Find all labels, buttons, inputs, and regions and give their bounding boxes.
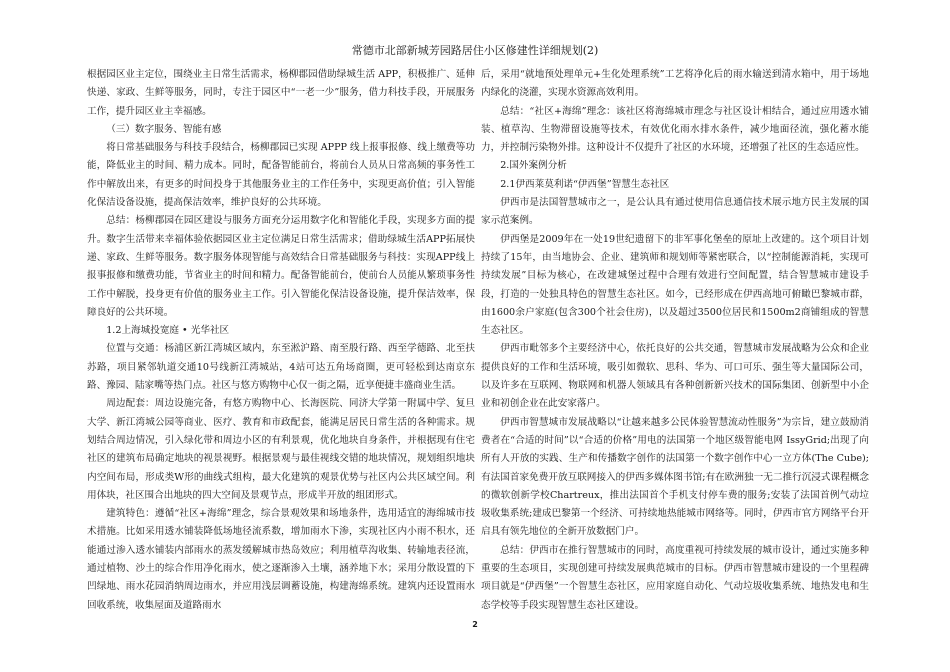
paragraph: 根据园区业主定位，围绕业主日常生活需求，杨柳郡园借助绿城生活 APP，积极推广、延伸快递、家政、生鲜等服务，同时，专注于园区中“一老一少”服务，借力科技手段，开展服务工作，提升园区业主幸福感。 [87, 69, 475, 117]
section-heading: 2.国外案例分析 [500, 160, 567, 172]
right-column [481, 66, 869, 615]
paragraph: 将日常基础服务与科技手段结合，杨柳郡园已实现 APPP 线上报事报修、线上缴费等功能，降低业主的时间、精力成本。同时，配备智能前台，将前台人员从日常高频的事务性工作中解放出来，有更多的时间投身于其他服务业主的工作任务中，实现更高价值；引入智能化保洁设备设施，提高保洁效率，维护良好的公共环境。 [87, 142, 475, 209]
paragraph: 位置与交通：杨浦区新江湾城区域内，东至淞沪路、南至殷行路、西至学德路、北至扶苏路，项目紧邻轨道交通10号线新江湾城站，4站可达五角场商圈，更可轻松到达南京东路、豫园、陆家嘴等热门点。社区与悠方购物中心仅一街之隔，近享便捷丰盛商业生活。 [87, 343, 475, 392]
paragraph: 伊西市是法国智慧城市之一，是公认具有通过使用信息通信技术展示地方民主发展的国家示范案例。 [481, 197, 869, 227]
paragraph: 后，采用“就地预处理单元+生化处理系统”工艺将净化后的雨水输送到清水箱中，用于场地内绿化的浇灌，实现水资源高效利用。 [481, 69, 869, 99]
paragraph: 周边配套：周边设施完备，有悠方购物中心、长海医院、同济大学第一附属中学、复旦大学、新江湾城公园等商业、医疗、教育和市政配套，能满足居民日常生活的各种需求。规划结合周边情况，引入绿化带和周边小区的有利景观，优化地块自身条件，并根据现有住宅社区的建筑布局确定地块的视景视野。根据景观与最佳视线交错的地块情况，规划组织地块内空间布局，形成类W形的曲线式组构，最大化建筑的观景优势与社区内公共区域空间。利用体块，社区围合出地块的四大空间及景观节点，形成半开放的组团形式。 [87, 398, 475, 501]
paragraph: 伊西堡是2009年在一处19世纪遗留下的非军事化堡垒的原址上改建的。这个项目计划持续了15年，由当地协会、企业、建筑师和规划师等紧密联合，以“控制能源消耗，实现可持续发展”目标为核心，在改建城堡过程中合理有效进行空间配置，结合智慧城市建设手段，打造的一处独具特色的智慧生态社区。如今，已经形成在伊西高地可俯瞰巴黎城市群，由1600余户家庭(包含300个社会住房)，以及超过3500位居民和1500m2商铺组成的智慧生态社区。 [481, 233, 869, 337]
paragraph: 总结：“社区+海绵”理念：该社区将海绵城市理念与社区设计相结合，通过应用透水铺装、植草沟、生物滞留设施等技术，有效优化雨水排水条件，减少地面径流，强化蓄水能力，并控制污染物外排。这种设计不仅提升了社区的水环境，还增强了社区的生态适应性。 [481, 105, 869, 154]
paragraph: 总结：杨柳郡园在园区建设与服务方面充分运用数字化和智能化手段，实现多方面的提升。数字生活带来幸福体验依据园区业主定位满足日常生活需求；借助绿城生活APP拓展快递、家政、生鲜等服务。数字服务体现智能与高效结合日常基础服务与科技：实现APP线上报事报修和缴费功能，节省业主的时间和精力。配备智能前台，使前台人员能从繁琐事务性工作中解脱，投身更有价值的服务业主工作。引入智能化保洁设备设施，提升保洁效率，保障良好的公共环境。 [87, 215, 475, 318]
page-title: 常德市北部新城芳园路居住小区修建性详细规划(2) [351, 44, 599, 57]
left-column [87, 66, 475, 615]
subsection-heading: 2.1伊西莱莫利诺“伊西堡”智慧生态社区 [500, 178, 670, 190]
paragraph: 建筑特色：遵循“社区+海绵”理念，综合景观效果和场地条件，选用适宜的海绵城市技术措施。比如采用透水铺装降低场地径流系数，增加雨水下渗，实现社区内小雨不积水，还能通过渗入透水铺装内部雨水的蒸发缓解城市热岛效应；利用植草沟收集、转输地表径流，通过植物、沙土的综合作用净化雨水，使之逐渐渗入土壤，涵养地下水；采用分散设置的下凹绿地、雨水花园消纳周边雨水，并应用浅层调蓄设施，构建海绵系统。建筑内还设置雨水回收系统，收集屋面及道路雨水 [87, 508, 475, 611]
subsection-heading: 1.2上海城投宽庭 • 光华社区 [106, 325, 230, 337]
page-number: 2 [472, 620, 478, 629]
paragraph: 伊西市毗邻多个主要经济中心，依托良好的公共交通，智慧城市发展战略为公众和企业提供良好的工作和生活环境，吸引如微软、思科、华为、可口可乐、强生等大量国际公司，以及许多在互联网、物联网和机器人领域具有各种创新新兴技术的国际集团、创新型中小企业和初创企业在此安家落户。 [481, 343, 869, 410]
paragraph: 总结：伊西市在推行智慧城市的同时，高度重视可持续发展的城市设计，通过实施多种重要的生态项目，实现创建可持续发展典范城市的目标。伊西市智慧城市建设的一个里程碑项目就是“伊西堡”一个智慧生态社区，应用家庭自动化、气动垃圾收集系统、地热发电和生态学校等手段实现智慧生态社区建设。 [481, 544, 869, 611]
section-heading: （三）数字服务、智能有感 [106, 123, 222, 135]
paragraph: 伊西市智慧城市发展战略以“让越来越多公民体验智慧流动性服务”为宗旨，建立鼓励消费者在“合适的时间”以“合适的价格”用电的法国第一个地区级智能电网 IssyGrid;出现了向所有人开放的实践、生产和传播数字创作的法国第一个数字创作中心一立方体(The Cube);有法国首家免费开放互联网接入的伊西多媒体图书馆;有在欧洲独一无二推行沉浸式课程概念的微软创新学校Chartreux，推出法国首个手机支付停车费的服务;安装了法国首例气动垃圾收集系统;建成巴黎第一个经济、可持续地热能城市网络等。同时，伊西市官方网络平台开启具有领先地位的全新开放数据门户。 [481, 416, 869, 538]
